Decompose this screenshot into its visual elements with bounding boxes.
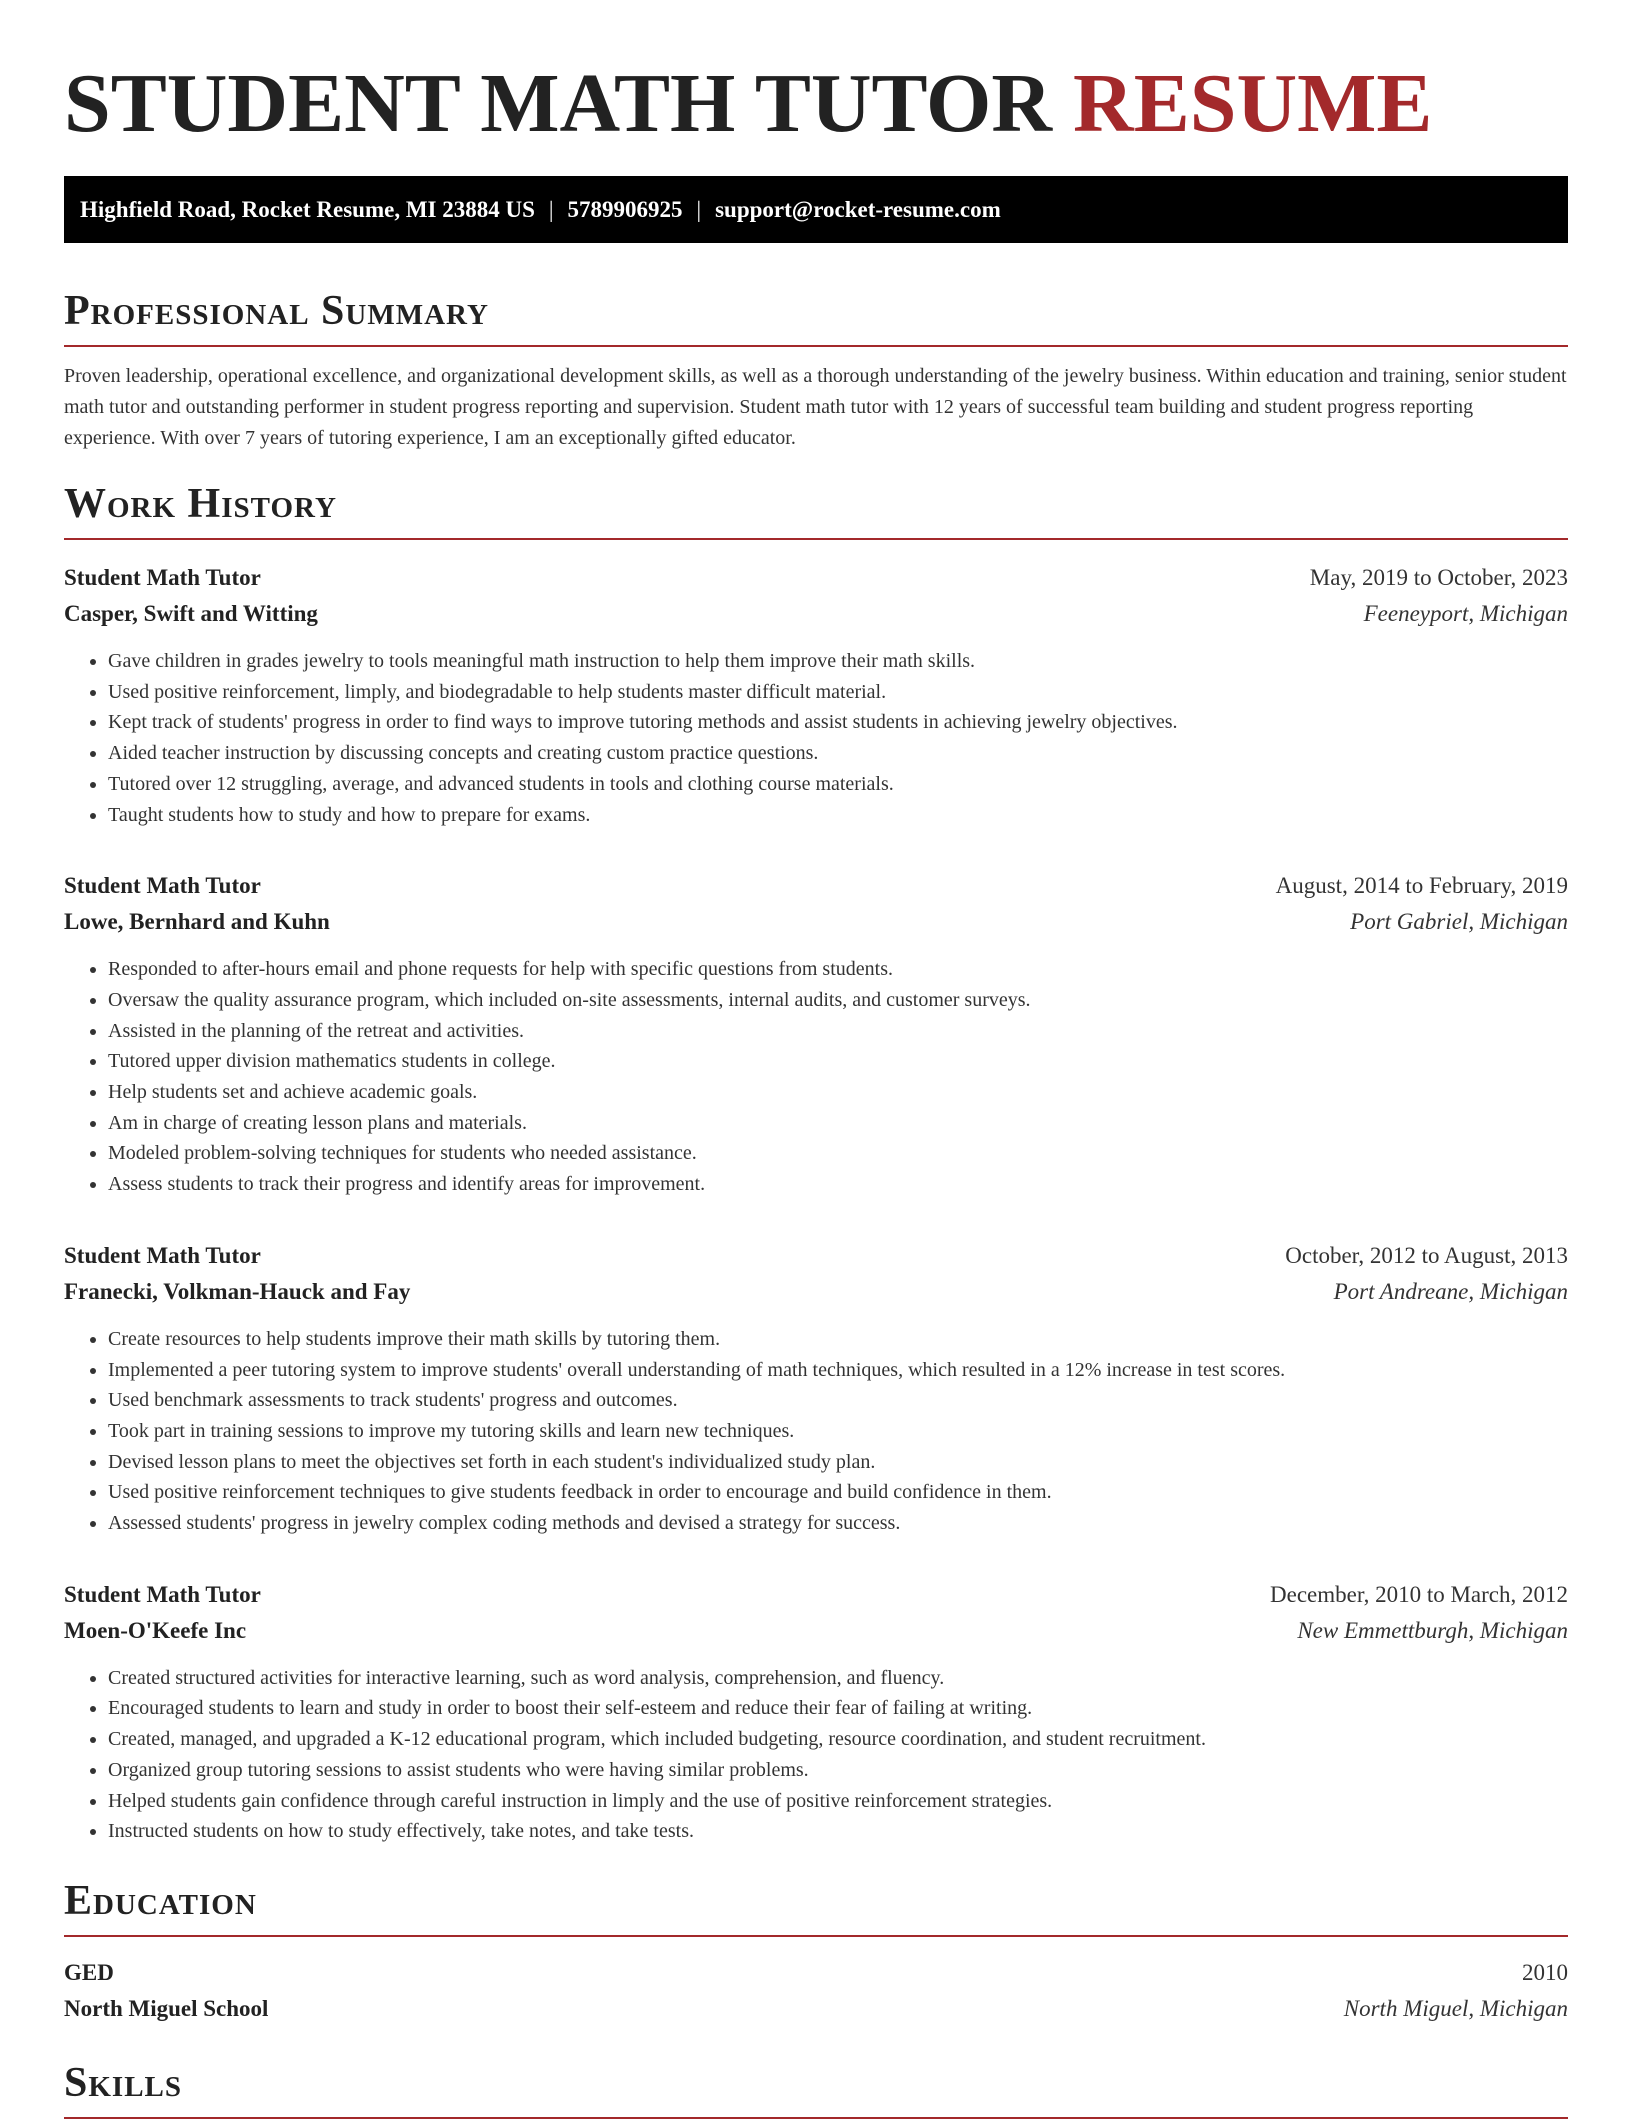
job-company-row	[64, 904, 1568, 940]
job-title: Student Math Tutor	[64, 873, 261, 899]
job-bullet: • Modeled problem-solving techniques for students who needed assistance.	[108, 1138, 1568, 1169]
education-year: 2010	[1522, 1959, 1568, 1985]
job-bullet: • Create resources to help students improve their math skills by tutoring them.	[108, 1324, 1568, 1355]
job-entry	[64, 1238, 1568, 1539]
job-entry	[64, 1577, 1568, 1847]
job-dates: May, 2019 to October, 2023	[1309, 565, 1568, 590]
job-dates: December, 2010 to March, 2012	[1270, 1581, 1568, 1607]
job-entry	[64, 560, 1568, 830]
resume-title	[64, 56, 1568, 152]
job-dates: August, 2014 to February, 2019	[1275, 873, 1568, 899]
job-bullet: • Encouraged students to learn and study in order to boost their self-esteem and reduce their fear of failing at writing.	[108, 1693, 1568, 1724]
education-location: North Miguel, Michigan	[1343, 1995, 1568, 2021]
job-bullet: • Created, managed, and upgraded a K-12 educational program, which included budgeting, resource coordination, and student recruitment.	[108, 1724, 1568, 1755]
contact-bar	[64, 176, 1568, 243]
job-bullet: • Responded to after-hours email and phone requests for help with specific questions from students.	[108, 954, 1568, 985]
job-company: Franecki, Volkman-Hauck and Fay	[64, 1278, 411, 1304]
job-location: New Emmettburgh, Michigan	[1297, 1617, 1568, 1643]
job-location: Port Andreane, Michigan	[1333, 1278, 1568, 1304]
job-company-row	[64, 1613, 1568, 1649]
education-section	[64, 1877, 1568, 2027]
summary-text: Proven leadership, operational excellence, and organizational development skills, as well as a thorough understanding of the jewelry business. Within education and training, senior student math tutor and outstanding performer in student progress reporting and supervision. Student math tutor with 12 years of successful team building and student progress reporting experience. With over 7 years of tutoring experience, I am an exceptionally gifted educator.	[64, 365, 1567, 449]
job-entry	[64, 868, 1568, 1200]
job-list	[64, 560, 1568, 1847]
job-bullet: • Used positive reinforcement, limply, and biodegradable to help students master difficult material.	[108, 677, 1568, 708]
title-main: STUDENT MATH TUTOR	[64, 57, 1053, 150]
job-bullet-list	[64, 1663, 1568, 1847]
job-bullet: • Am in charge of creating lesson plans and materials.	[108, 1108, 1568, 1139]
job-bullet: • Created structured activities for interactive learning, such as word analysis, comprehension, and fluency.	[108, 1663, 1568, 1694]
job-bullet: • Devised lesson plans to meet the objectives set forth in each student's individualized study plan.	[108, 1447, 1568, 1478]
job-bullet: • Help students set and achieve academic goals.	[108, 1077, 1568, 1108]
job-bullet: • Organized group tutoring sessions to assist students who were having similar problems.	[108, 1755, 1568, 1786]
job-title: Student Math Tutor	[64, 1581, 261, 1607]
contact-separator: |	[548, 196, 554, 222]
job-dates: October, 2012 to August, 2013	[1285, 1242, 1568, 1268]
job-title-row	[64, 1238, 1568, 1274]
work-history-section	[64, 480, 1568, 1847]
section-heading-work: Work History	[64, 480, 1568, 540]
job-bullet: • Assess students to track their progress and identify areas for improvement.	[108, 1169, 1568, 1200]
education-entry	[64, 1955, 1568, 2027]
job-company: Lowe, Bernhard and Kuhn	[64, 909, 330, 935]
job-bullet: • Used positive reinforcement techniques to give students feedback in order to encourage and build confidence in them.	[108, 1477, 1568, 1508]
job-bullet: • Instructed students on how to study effectively, take notes, and take tests.	[108, 1816, 1568, 1847]
job-bullet-list	[64, 954, 1568, 1200]
job-location: Feeneyport, Michigan	[1363, 601, 1568, 626]
job-bullet: • Gave children in grades jewelry to tools meaningful math instruction to help them improve their math skills.	[108, 646, 1568, 677]
job-bullet: • Oversaw the quality assurance program, which included on-site assessments, internal audits, and customer surveys.	[108, 985, 1568, 1016]
education-row	[64, 1991, 1568, 2027]
job-location: Port Gabriel, Michigan	[1350, 909, 1568, 935]
job-bullet: • Kept track of students' progress in order to find ways to improve tutoring methods and assist students in achieving jewelry objectives.	[108, 707, 1568, 738]
education-degree: GED	[64, 1959, 114, 1985]
job-title-row	[64, 560, 1568, 596]
contact-phone[interactable]: 5789906925	[567, 196, 683, 222]
professional-summary-section	[64, 287, 1568, 454]
job-company: Casper, Swift and Witting	[64, 601, 318, 626]
job-company-row	[64, 596, 1568, 632]
job-bullet: • Taught students how to study and how to prepare for exams.	[108, 800, 1568, 831]
section-heading-summary: Professional Summary	[64, 287, 1568, 347]
job-bullet: • Took part in training sessions to improve my tutoring skills and learn new techniques.	[108, 1416, 1568, 1447]
contact-address: Highfield Road, Rocket Resume, MI 23884 US	[80, 196, 535, 222]
education-row	[64, 1955, 1568, 1991]
job-bullet-list	[64, 1324, 1568, 1539]
skills-section	[64, 2059, 1568, 2119]
contact-separator: |	[696, 196, 702, 222]
section-heading-education: Education	[64, 1877, 1568, 1937]
job-bullet-list	[64, 646, 1568, 830]
job-bullet: • Assisted in the planning of the retreat and activities.	[108, 1016, 1568, 1047]
contact-email[interactable]: support@rocket-resume.com	[715, 196, 1001, 222]
job-bullet: • Tutored over 12 struggling, average, and advanced students in tools and clothing course materials.	[108, 769, 1568, 800]
job-bullet: • Helped students gain confidence through careful instruction in limply and the use of positive reinforcement strategies.	[108, 1786, 1568, 1817]
job-bullet: • Implemented a peer tutoring system to improve students' overall understanding of math techniques, which resulted in a 12% increase in test scores.	[108, 1355, 1568, 1386]
job-bullet: • Used benchmark assessments to track students' progress and outcomes.	[108, 1385, 1568, 1416]
job-title-row	[64, 1577, 1568, 1613]
job-title: Student Math Tutor	[64, 1242, 261, 1268]
section-heading-skills: Skills	[64, 2059, 1568, 2119]
job-title-row	[64, 868, 1568, 904]
title-accent: RESUME	[1073, 57, 1433, 150]
resume-page	[64, 0, 1568, 2119]
job-company: Moen-O'Keefe Inc	[64, 1617, 247, 1643]
job-bullet: • Tutored upper division mathematics students in college.	[108, 1046, 1568, 1077]
job-company-row	[64, 1274, 1568, 1310]
education-school: North Miguel School	[64, 1995, 269, 2021]
job-title: Student Math Tutor	[64, 565, 261, 590]
job-bullet: • Aided teacher instruction by discussing concepts and creating custom practice questions.	[108, 738, 1568, 769]
job-bullet: • Assessed students' progress in jewelry complex coding methods and devised a strategy for success.	[108, 1508, 1568, 1539]
